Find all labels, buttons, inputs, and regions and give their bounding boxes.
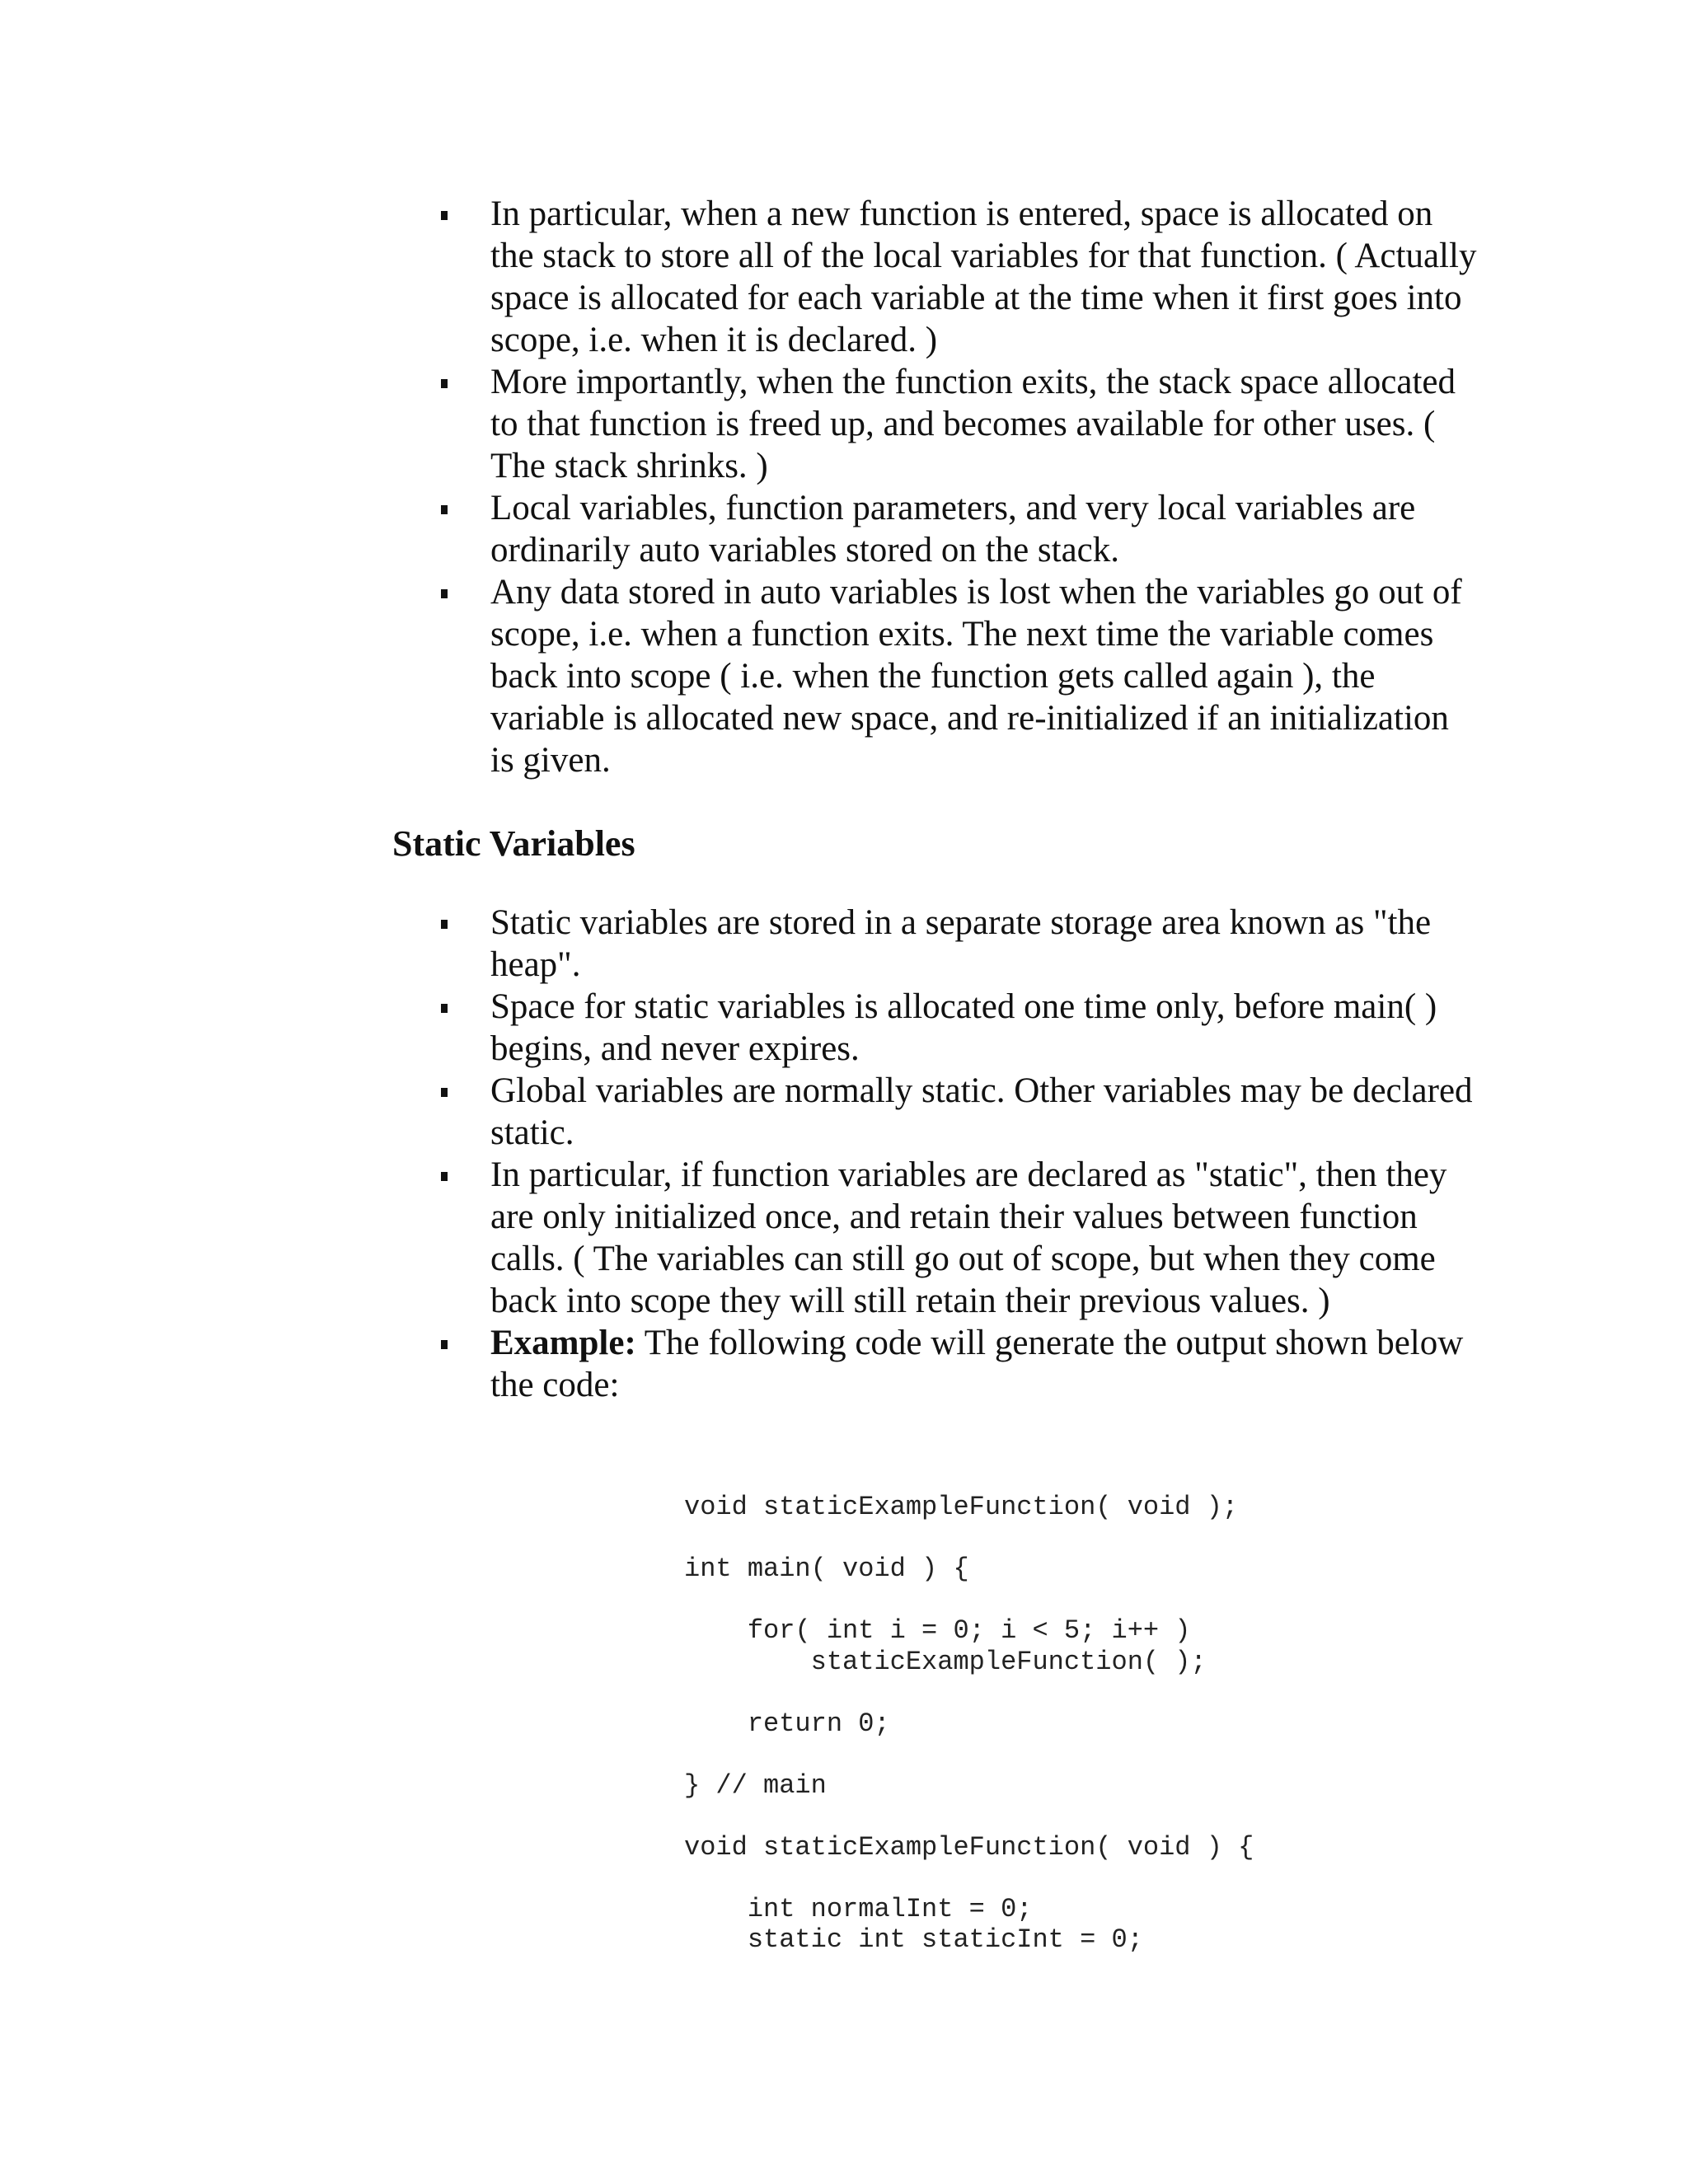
list-item: More importantly, when the function exits, the stack space allocated to that function is freed up, and becomes available for other uses. ( The stack shrinks. )	[441, 361, 1479, 487]
bullet-icon	[441, 1004, 448, 1013]
example-label: Example:	[490, 1324, 636, 1362]
list-item: Global variables are normally static. Other variables may be declared static.	[441, 1070, 1479, 1154]
bullet-icon	[441, 505, 448, 514]
code-line: int normalInt = 0;	[684, 1893, 1033, 1924]
code-line	[684, 1801, 1254, 1832]
auto-variables-list	[441, 193, 1479, 781]
code-line: int main( void ) {	[684, 1554, 969, 1584]
code-line	[684, 1863, 1254, 1894]
list-item: In particular, when a new function is entered, space is allocated on the stack to store all of the local variables for that function. ( Actually space is allocated for each variable at the time when it first goes into scope, i.e. when it is declared. )	[441, 193, 1479, 361]
example-item	[441, 1322, 1479, 1406]
code-line	[684, 1523, 1254, 1554]
code-line: static int staticInt = 0;	[684, 1924, 1143, 1955]
list-item: Local variables, function parameters, and very local variables are ordinarily auto variables stored on the stack.	[441, 487, 1479, 571]
static-variables-list	[441, 902, 1479, 1406]
list-item: Any data stored in auto variables is lost when the variables go out of scope, i.e. when a function exits. The next time the variable comes back into scope ( i.e. when the function gets called again ), the variable is allocated new space, and re-initialized if an initialization is given.	[441, 571, 1479, 781]
code-line	[684, 1739, 1254, 1770]
list-item: Static variables are stored in a separate storage area known as "the heap".	[441, 902, 1479, 986]
list-item: Space for static variables is allocated one time only, before main( ) begins, and never expires.	[441, 986, 1479, 1070]
code-line	[684, 1677, 1254, 1708]
bullet-icon	[441, 589, 448, 598]
example-text: The following code will generate the output shown below the code:	[490, 1324, 1464, 1404]
section-heading: Static Variables	[392, 823, 635, 864]
list-item: In particular, if function variables are declared as "static", then they are only initialized once, and retain their values between function calls. ( The variables can still go out of scope, but when they come back into scope they will still retain their previous values. )	[441, 1154, 1479, 1322]
code-line: staticExampleFunction( );	[684, 1646, 1207, 1677]
code-line: return 0;	[684, 1708, 890, 1739]
code-line: void staticExampleFunction( void ) {	[684, 1831, 1254, 1863]
code-block	[684, 1492, 1254, 1956]
bullet-icon	[441, 1172, 448, 1181]
bullet-icon	[441, 379, 448, 388]
bullet-icon	[441, 211, 448, 220]
bullet-icon	[441, 1088, 448, 1097]
code-line	[684, 1585, 1254, 1616]
code-line: } // main	[684, 1769, 827, 1801]
bullet-icon	[441, 1340, 448, 1349]
bullet-icon	[441, 920, 448, 929]
code-line: for( int i = 0; i < 5; i++ )	[684, 1615, 1191, 1646]
code-line: void staticExampleFunction( void );	[684, 1492, 1239, 1522]
